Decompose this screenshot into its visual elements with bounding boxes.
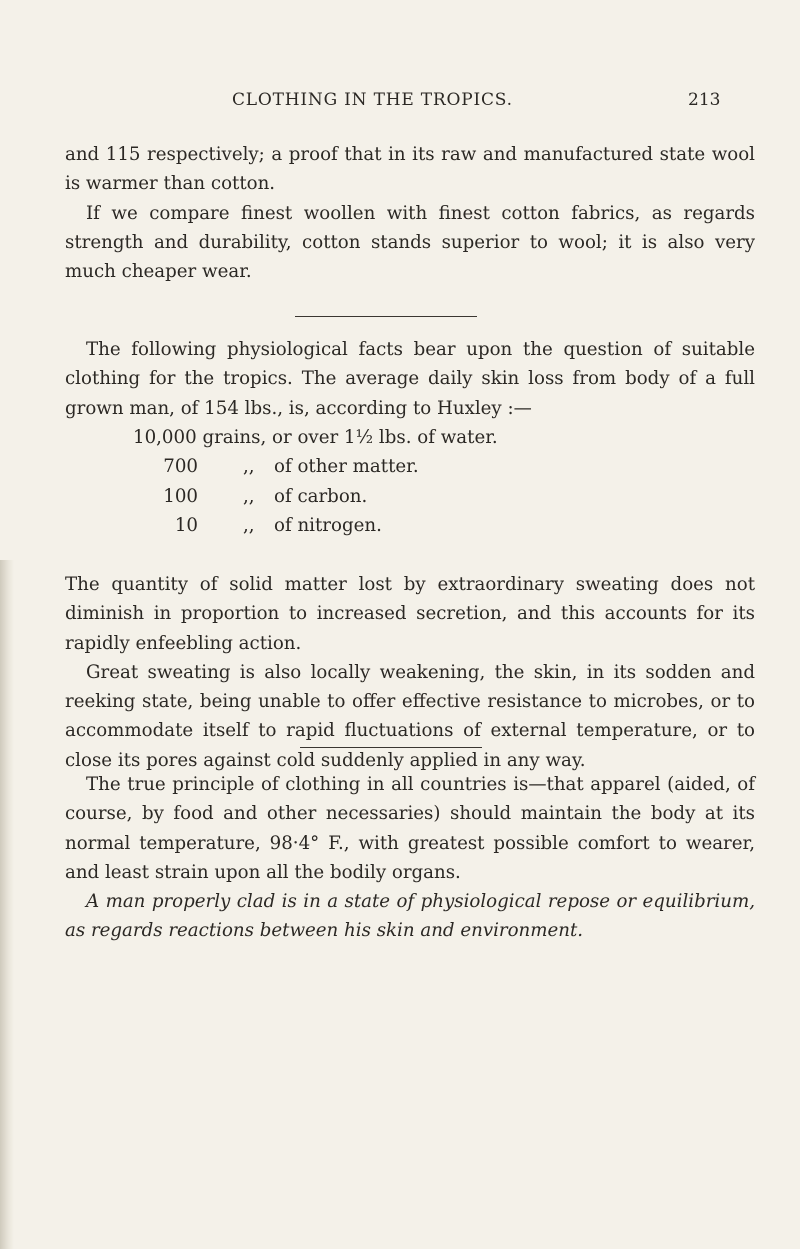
skin-loss-list: [65, 423, 755, 540]
skin-loss-row: [65, 482, 755, 511]
paragraph-great-sweating: Great sweating is also locally weakening, the skin, in its sodden and reeking state, being unable to offer effective resistance to microbes, or to accommodate itself to rapid fluctuations of external temperature, or to close its pores against cold suddenly applied in any way.: [65, 661, 755, 771]
ditto-mark: ,,: [243, 456, 255, 478]
skin-loss-description: of other matter.: [274, 456, 419, 478]
paragraph-wool-warmer: and 115 respectively; a proof that in its raw and manufactured state wool is warmer than cotton.: [65, 144, 755, 195]
skin-loss-quantity: 700: [163, 456, 198, 478]
page-edge-shadow: [0, 560, 14, 1249]
skin-loss-description: of carbon.: [274, 485, 368, 507]
sweating-section: [65, 570, 755, 775]
ditto-mark: ,,: [243, 485, 255, 507]
skin-loss-row: [65, 511, 755, 540]
paragraph-equilibrium: [65, 887, 755, 946]
paragraph-cotton-strength: If we compare finest woollen with finest cotton fabrics, as regards strength and durability, cotton stands superior to wool; it is also very much cheaper wear.: [65, 202, 755, 283]
paragraph-solid-matter: The quantity of solid matter lost by extraordinary sweating does not diminish in proportion to increased secretion, and this accounts for its rapidly enfeebling action.: [65, 574, 755, 654]
ditto-mark: ,,: [243, 514, 255, 536]
skin-loss-quantity: 100: [163, 485, 198, 507]
section-divider: [295, 316, 477, 317]
running-header: [0, 90, 800, 120]
clothing-principle-section: [65, 770, 755, 946]
skin-loss-quantity: 10,000 grains, or over 1½ lbs. of water.: [133, 427, 498, 448]
page-number: 213: [688, 90, 721, 110]
physiological-facts-intro: [65, 335, 755, 423]
skin-loss-row: [65, 452, 755, 481]
paragraph-physiological-facts: The following physiological facts bear upon the question of suitable clothing for the tropics. The average daily skin loss from body of a full grown man, of 154 lbs., is, according to Huxley :—: [65, 339, 755, 419]
paragraph-true-principle: The true principle of clothing in all countries is—that apparel (aided, of course, by food and other necessaries) should maintain the body at its normal temperature, 98·4° F., with greatest possible comfort to wearer, and least strain upon all the bodily organs.: [65, 774, 755, 883]
skin-loss-row: [65, 423, 755, 452]
skin-loss-quantity: 10: [174, 514, 198, 536]
opening-section: [65, 140, 755, 286]
skin-loss-description: of nitrogen.: [274, 514, 382, 536]
running-title: CLOTHING IN THE TROPICS.: [232, 90, 513, 110]
italic-conclusion: A man properly clad is in a state of physiological repose or equilibrium, as regards reactions between his skin and environment.: [65, 891, 755, 942]
section-divider: [300, 747, 482, 748]
